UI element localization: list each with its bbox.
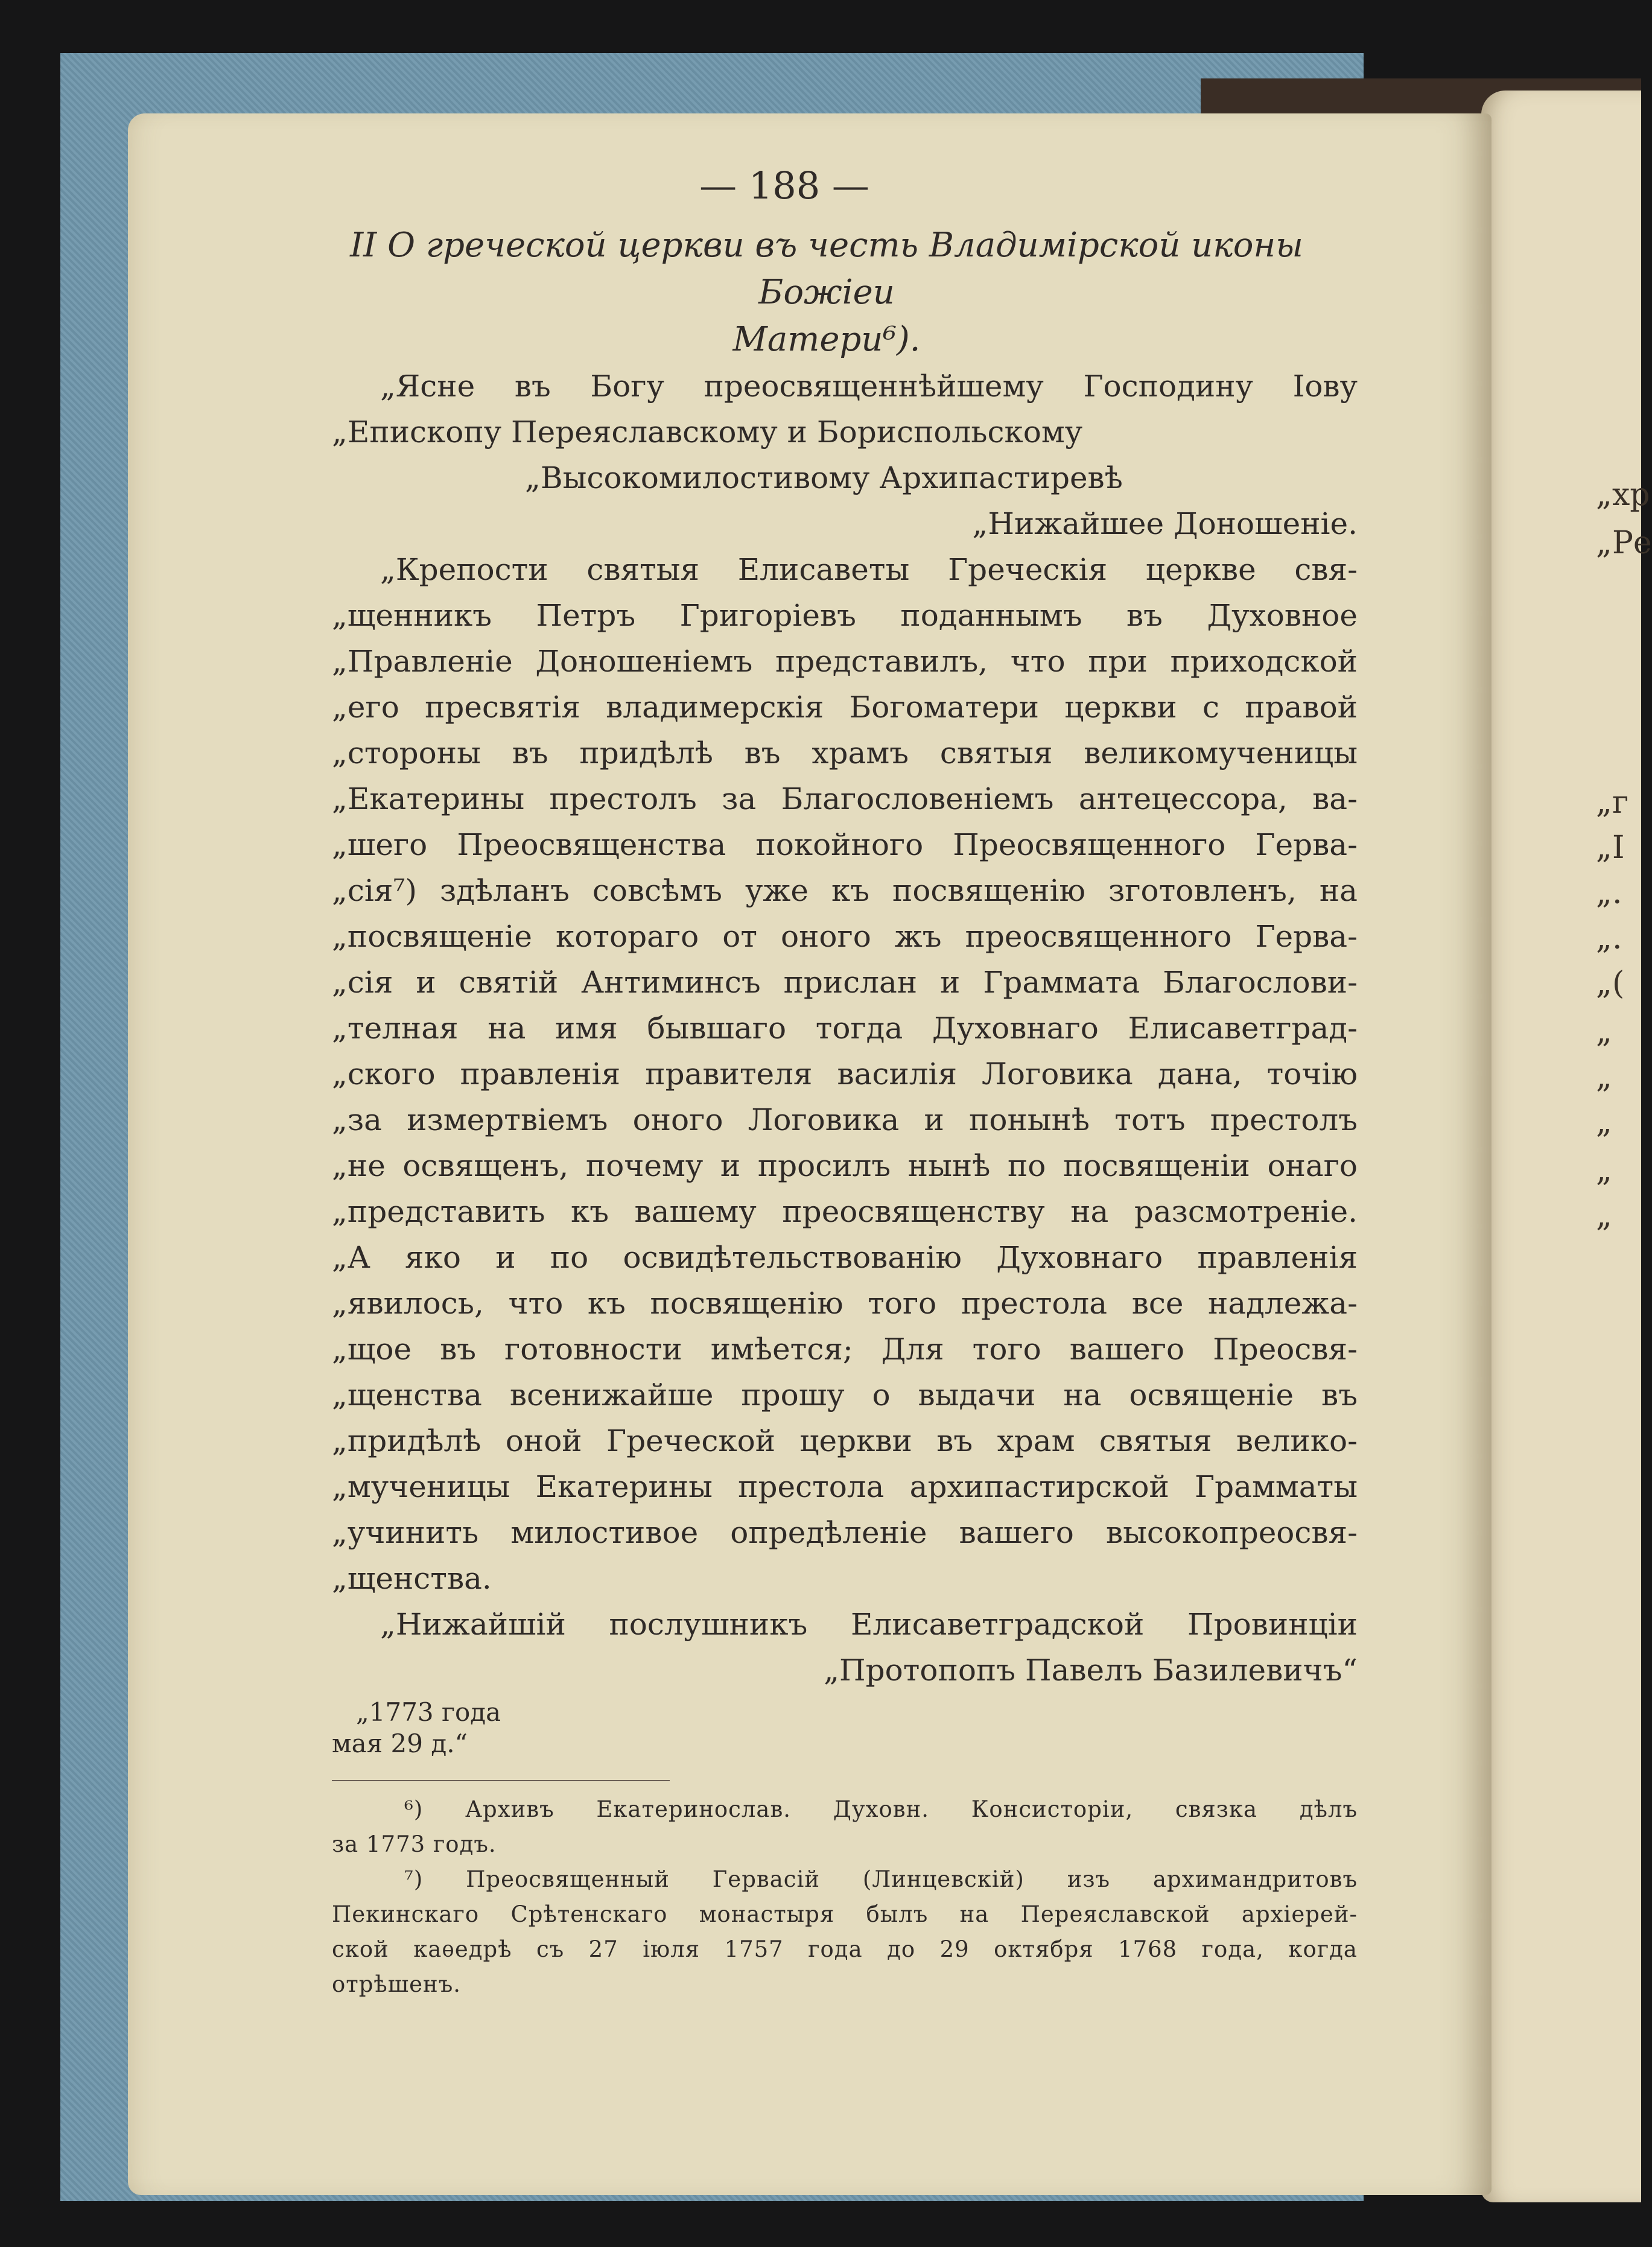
footnote-line: за 1773 годъ.	[332, 1831, 497, 1857]
body-line: „Екатерины престолъ за Благословеніемъ антецессора, ва-	[332, 781, 1358, 816]
facing-page-fragment: „	[1596, 1198, 1612, 1234]
address-line: „Высокомилостивому Архипастиревѣ	[525, 460, 1123, 495]
body-line: „учинить милостивое опредѣленіе вашего высокопреосвя-	[332, 1515, 1358, 1550]
body-line: „стороны въ придѣлѣ въ храмъ святыя великомученицы	[332, 736, 1358, 771]
body-line: „Правленіе Доношеніемъ представилъ, что при приходской	[332, 644, 1358, 679]
document-title	[296, 222, 1358, 363]
page-text	[332, 163, 1358, 2002]
facing-page-fragment: „хр	[1596, 477, 1650, 513]
body-line: „представить къ вашему преосвященству на разсмотреніе.	[332, 1194, 1358, 1229]
signature-block	[332, 1601, 1358, 1693]
page-number: — 188 —	[699, 164, 869, 208]
footnote-divider	[332, 1780, 670, 1781]
facing-page-fragment: „	[1596, 1014, 1612, 1050]
body-line: „А яко и по освидѣтельствованію Духовнаго правленія	[332, 1240, 1358, 1275]
body-line: „щое въ готовности имѣется; Для того вашего Преосвя-	[332, 1332, 1358, 1367]
footnotes	[332, 1792, 1358, 2002]
body-line: „Крепости святыя Елисаветы Греческія церкве свя-	[380, 552, 1358, 587]
footnote-line: Пекинскаго Срѣтенскаго монастыря былъ на Переяславской архіерей-	[332, 1901, 1358, 1927]
title-line: II О греческой церкви въ честь Владимірской иконы Божіеи	[350, 226, 1303, 312]
signature-line: „Нижайшій послушникъ Елисаветградской Провинціи	[380, 1607, 1358, 1642]
date-block	[332, 1697, 1358, 1759]
date-line: мая 29 д.“	[332, 1729, 468, 1758]
signature-line: „Протопопъ Павелъ Базилевичъ“	[824, 1653, 1358, 1688]
footnote-line: ⁶) Архивъ Екатеринослав. Духовн. Консисторіи, связка дѣлъ	[404, 1796, 1358, 1822]
title-line: Матери⁶).	[732, 320, 921, 359]
footnote-line: ской каѳедрѣ съ 27 іюля 1757 года до 29 октября 1768 года, когда	[332, 1936, 1358, 1962]
body-text	[332, 547, 1358, 1601]
address-block	[332, 363, 1358, 547]
address-line: „Епископу Переяславскому и Бориспольскому	[332, 415, 1083, 450]
facing-page-fragment: „(	[1596, 965, 1625, 1002]
address-line: „Ясне въ Богу преосвященнѣйшему Господину Іову	[380, 369, 1358, 404]
facing-page	[1481, 91, 1652, 2202]
footnote-line: отрѣшенъ.	[332, 1971, 461, 1997]
body-line: „щенства всенижайше прошу о выдачи на освященіе въ	[332, 1378, 1358, 1413]
body-line: „телная на имя бывшаго тогда Духовнаго Елисаветград-	[332, 1011, 1358, 1046]
facing-page-fragment: „	[1596, 1152, 1612, 1189]
footnote-line: ⁷) Преосвященный Гервасій (Линцевскій) изъ архимандритовъ	[404, 1866, 1358, 1892]
body-line: „придѣлѣ оной Греческой церкви въ храм святыя велико-	[332, 1423, 1358, 1458]
facing-page-fragment: „	[1596, 1104, 1612, 1140]
body-line: „сія и святій Антиминсъ прислан и Грамматa Благослови-	[332, 965, 1358, 1000]
body-line: „посвященіе котораго от оного жъ преосвященного Герва-	[332, 919, 1358, 954]
address-line: „Нижайшее Доношеніе.	[972, 506, 1358, 541]
facing-page-fragment: „	[1596, 1059, 1612, 1095]
facing-page-fragment: „г	[1596, 784, 1629, 821]
facing-page-fragment: „.	[1596, 875, 1622, 911]
body-line: „явилось, что къ посвященію того престола все надлежа-	[332, 1286, 1358, 1321]
facing-page-fragment: „Ре	[1596, 525, 1652, 561]
body-line: „ского правленія правителя василія Логовика дана, точію	[332, 1057, 1358, 1092]
facing-page-fragment: „.	[1596, 920, 1622, 956]
body-line: „сія⁷) здѣланъ совсѣмъ уже къ посвященію зготовленъ, на	[332, 873, 1358, 908]
body-line: „его пресвятія владимерскія Богоматери церкви с правой	[332, 690, 1358, 725]
body-line: „шего Преосвященства покойного Преосвященного Герва-	[332, 827, 1358, 862]
facing-page-fragment: „I	[1596, 830, 1625, 866]
body-line: „за измертвіемъ оного Логовика и понынѣ тотъ престолъ	[332, 1102, 1358, 1137]
body-line: „мученицы Екатерины престола архипастирской Грамматы	[332, 1469, 1358, 1504]
body-line: „щенства.	[332, 1561, 492, 1596]
body-line: „не освященъ, почему и просилъ нынѣ по посвященіи онаго	[332, 1148, 1358, 1183]
date-line: „1773 года	[356, 1697, 501, 1727]
body-line: „щенникъ Петръ Григоріевъ поданнымъ въ Духовное	[332, 598, 1358, 633]
